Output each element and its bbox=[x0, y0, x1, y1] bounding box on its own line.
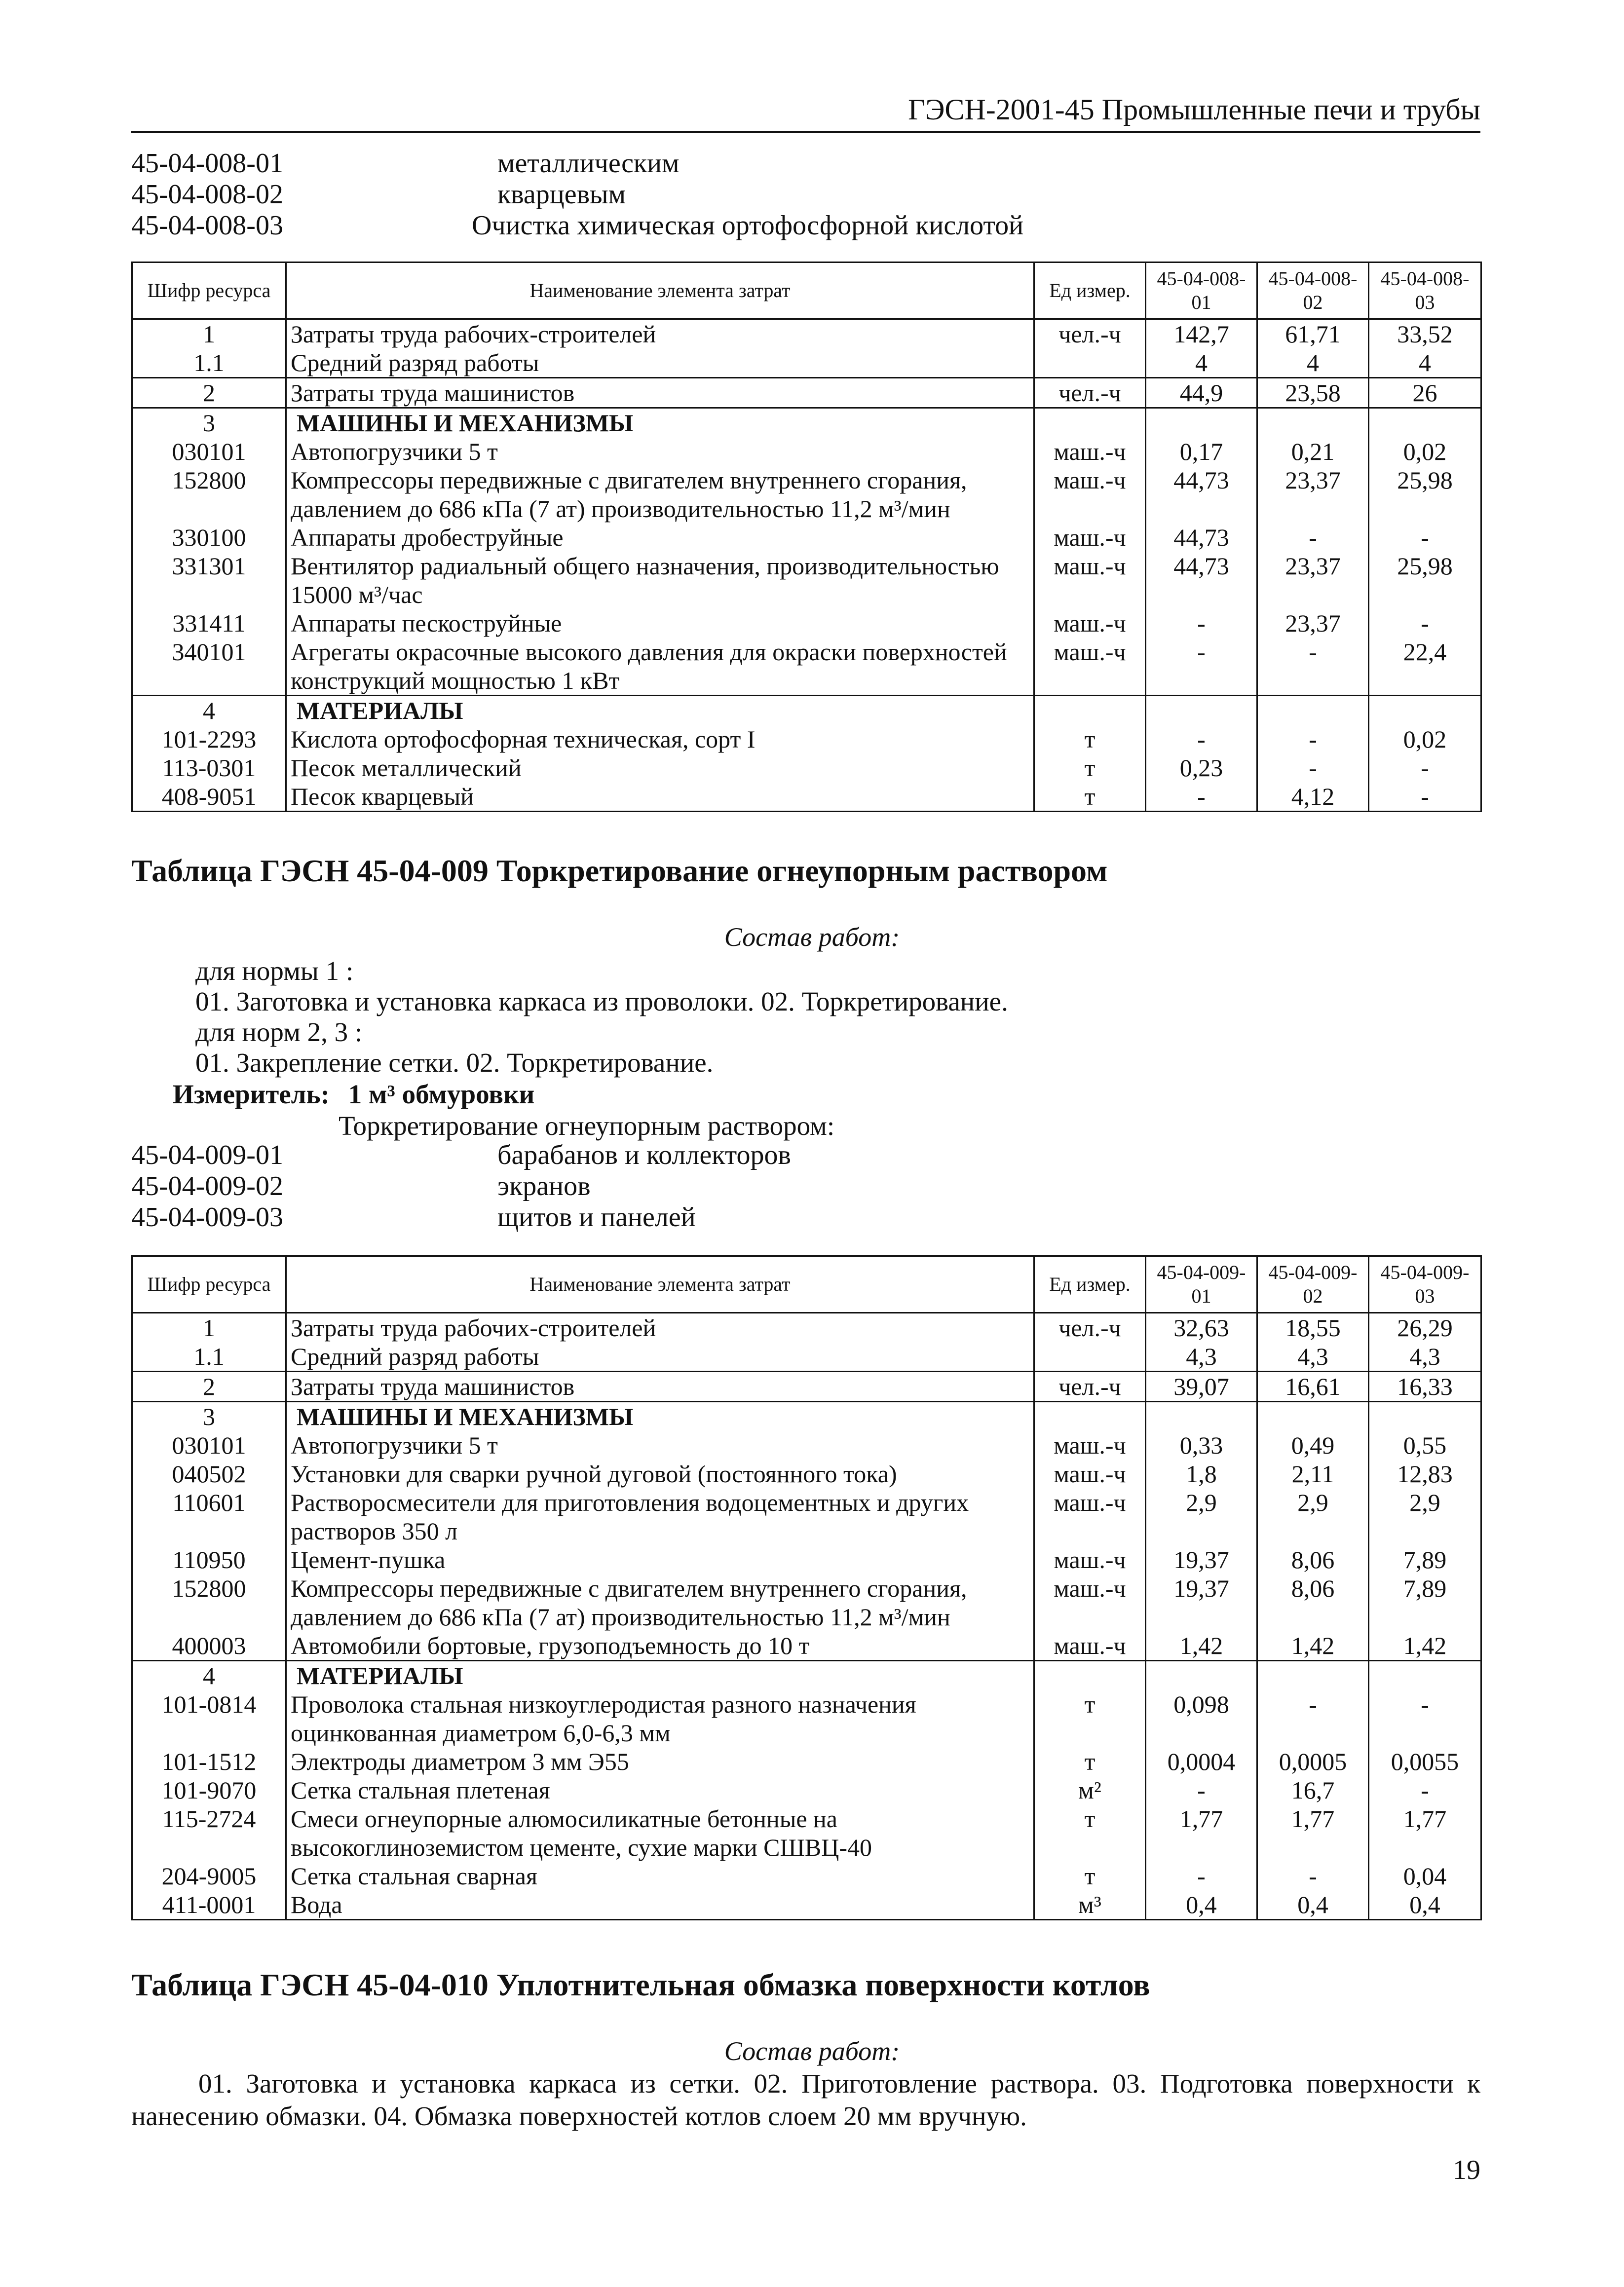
table-body bbox=[132, 1313, 1481, 1920]
resource-name-cell: Растворосмесители для приготовления водоцементных и других растворов 350 л bbox=[286, 1488, 1034, 1545]
table-row bbox=[132, 319, 1481, 349]
unit-cell: маш.-ч bbox=[1034, 1631, 1146, 1661]
norm-value-cell: 0,55 bbox=[1369, 1431, 1481, 1460]
unit-cell bbox=[1034, 1402, 1146, 1431]
norm-value-cell: 4,3 bbox=[1369, 1342, 1481, 1372]
table-row bbox=[132, 1488, 1481, 1545]
norm-value-cell: 1,77 bbox=[1369, 1804, 1481, 1862]
norm-value-cell: 2,11 bbox=[1257, 1460, 1369, 1488]
norm-value-cell: 18,55 bbox=[1257, 1313, 1369, 1343]
column-header-code: Шифр ресурса bbox=[132, 262, 286, 319]
norm-value-cell: - bbox=[1369, 782, 1481, 812]
table-row bbox=[132, 1574, 1481, 1631]
norm-value-cell: 0,0055 bbox=[1369, 1747, 1481, 1776]
resource-table-008 bbox=[131, 262, 1482, 812]
resource-code-cell: 030101 bbox=[132, 437, 286, 466]
norm-value-cell bbox=[1369, 1661, 1481, 1690]
running-header bbox=[131, 84, 1480, 133]
resource-name-cell: Вода bbox=[286, 1890, 1034, 1920]
table-row bbox=[132, 753, 1481, 782]
norm-value-cell: 33,52 bbox=[1369, 319, 1481, 349]
norm-value-cell bbox=[1257, 408, 1369, 438]
norm-code: 45-04-008-03 bbox=[131, 210, 283, 241]
resource-code-cell: 101-9070 bbox=[132, 1776, 286, 1804]
resource-code-cell: 030101 bbox=[132, 1431, 286, 1460]
norm-value-cell: 2,9 bbox=[1369, 1488, 1481, 1545]
resource-name-cell: Электроды диаметром 3 мм Э55 bbox=[286, 1747, 1034, 1776]
norm-value-cell: 23,37 bbox=[1257, 609, 1369, 637]
norm-value-cell: - bbox=[1146, 1862, 1257, 1890]
norm-value-cell: 25,98 bbox=[1369, 466, 1481, 523]
norm-value-cell: 2,9 bbox=[1257, 1488, 1369, 1545]
unit-cell: маш.-ч bbox=[1034, 609, 1146, 637]
norm-value-cell: 16,33 bbox=[1369, 1372, 1481, 1402]
resource-name-cell: Затраты труда рабочих-строителей bbox=[286, 1313, 1034, 1343]
column-header-name: Наименование элемента затрат bbox=[286, 262, 1034, 319]
norm-value-cell: 16,61 bbox=[1257, 1372, 1369, 1402]
measure-line bbox=[173, 1079, 534, 1110]
resource-name-cell: Агрегаты окрасочные высокого давления для окраски поверхностей конструкций мощностью 1 кВт bbox=[286, 637, 1034, 696]
resource-code-cell: 1 bbox=[132, 1313, 286, 1343]
norm-value-cell: 4,3 bbox=[1257, 1342, 1369, 1372]
unit-cell: м³ bbox=[1034, 1890, 1146, 1920]
norm-code-list-009 bbox=[131, 1140, 791, 1233]
norm-code: 45-04-009-02 bbox=[131, 1171, 283, 1201]
measure-value: 1 м³ обмуровки bbox=[348, 1079, 535, 1109]
unit-cell: маш.-ч bbox=[1034, 1545, 1146, 1574]
resource-code-cell: 110950 bbox=[132, 1545, 286, 1574]
norm-value-cell: 44,73 bbox=[1146, 552, 1257, 609]
table-row bbox=[132, 1631, 1481, 1661]
resource-code-cell: 1.1 bbox=[132, 348, 286, 378]
norm-value-cell bbox=[1257, 1661, 1369, 1690]
norm-value-cell: 1,77 bbox=[1146, 1804, 1257, 1862]
resource-name-cell: Вентилятор радиальный общего назначения, производительностью 15000 м³/час bbox=[286, 552, 1034, 609]
table-row bbox=[132, 1862, 1481, 1890]
norm-value-cell: 23,58 bbox=[1257, 378, 1369, 408]
norm-value-cell: 8,06 bbox=[1257, 1545, 1369, 1574]
table-row bbox=[132, 1372, 1481, 1402]
norm-value-cell: 0,0005 bbox=[1257, 1747, 1369, 1776]
norm-value-cell: 25,98 bbox=[1369, 552, 1481, 609]
norm-caption: металлическим bbox=[497, 148, 680, 179]
resource-code-cell: 331301 bbox=[132, 552, 286, 609]
section-heading-cell: МАТЕРИАЛЫ bbox=[286, 1661, 1034, 1690]
resource-name-cell: Смеси огнеупорные алюмосиликатные бетонные на высокоглиноземистом цементе, сухие марки СШВЦ-40 bbox=[286, 1804, 1034, 1862]
resource-name-cell: Компрессоры передвижные с двигателем внутреннего сгорания, давлением до 686 кПа (7 ат) производительностью 11,2 м³/мин bbox=[286, 466, 1034, 523]
resource-code-cell: 204-9005 bbox=[132, 1862, 286, 1890]
table-row bbox=[132, 466, 1481, 523]
section-heading-cell: МАШИНЫ И МЕХАНИЗМЫ bbox=[286, 1402, 1034, 1431]
norm-value-cell: 7,89 bbox=[1369, 1545, 1481, 1574]
norm-code: 45-04-009-01 bbox=[131, 1140, 283, 1170]
resource-name-cell: Затраты труда машинистов bbox=[286, 378, 1034, 408]
norm-value-cell: - bbox=[1369, 753, 1481, 782]
resource-code-cell: 3 bbox=[132, 1402, 286, 1431]
table-row bbox=[132, 552, 1481, 609]
norm-value-cell: 1,42 bbox=[1257, 1631, 1369, 1661]
page-number: 19 bbox=[1453, 2155, 1480, 2185]
norm-value-cell: 0,33 bbox=[1146, 1431, 1257, 1460]
norm-value-cell: 1,42 bbox=[1146, 1631, 1257, 1661]
resource-code-cell: 152800 bbox=[132, 466, 286, 523]
norm-value-cell: - bbox=[1257, 753, 1369, 782]
norm-value-cell: 2,9 bbox=[1146, 1488, 1257, 1545]
work-line: для нормы 1 : bbox=[195, 956, 354, 986]
norm-value-cell: 4 bbox=[1146, 348, 1257, 378]
resource-name-cell: Компрессоры передвижные с двигателем внутреннего сгорания, давлением до 686 кПа (7 ат) производительностью 11,2 м³/мин bbox=[286, 1574, 1034, 1631]
resource-code-cell: 1.1 bbox=[132, 1342, 286, 1372]
unit-cell: чел.-ч bbox=[1034, 378, 1146, 408]
unit-cell bbox=[1034, 1342, 1146, 1372]
unit-cell: маш.-ч bbox=[1034, 1460, 1146, 1488]
norm-value-cell: 26,29 bbox=[1369, 1313, 1481, 1343]
resource-code-cell: 411-0001 bbox=[132, 1890, 286, 1920]
unit-cell: маш.-ч bbox=[1034, 637, 1146, 696]
resource-code-cell: 400003 bbox=[132, 1631, 286, 1661]
norm-code-row bbox=[131, 1171, 791, 1202]
resource-name-cell: Аппараты дробеструйные bbox=[286, 523, 1034, 552]
resource-code-cell: 152800 bbox=[132, 1574, 286, 1631]
norm-value-cell: 44,73 bbox=[1146, 466, 1257, 523]
table-row bbox=[132, 1747, 1481, 1776]
norm-caption: барабанов и коллекторов bbox=[497, 1140, 791, 1170]
norm-value-cell: - bbox=[1369, 609, 1481, 637]
norm-value-cell: 19,37 bbox=[1146, 1545, 1257, 1574]
norm-value-cell: 0,02 bbox=[1369, 437, 1481, 466]
norm-value-cell: 44,73 bbox=[1146, 523, 1257, 552]
resource-code-cell: 110601 bbox=[132, 1488, 286, 1545]
norm-value-cell: 0,17 bbox=[1146, 437, 1257, 466]
table-section-row bbox=[132, 1402, 1481, 1431]
norm-value-cell: - bbox=[1146, 609, 1257, 637]
resource-name-cell: Затраты труда рабочих-строителей bbox=[286, 319, 1034, 349]
table-row bbox=[132, 378, 1481, 408]
measure-label: Измеритель: bbox=[173, 1079, 330, 1109]
norm-value-cell: 1,8 bbox=[1146, 1460, 1257, 1488]
table-section-row bbox=[132, 696, 1481, 725]
norm-value-cell: 1,77 bbox=[1257, 1804, 1369, 1862]
resource-name-cell: Средний разряд работы bbox=[286, 1342, 1034, 1372]
norm-value-cell: 12,83 bbox=[1369, 1460, 1481, 1488]
norm-value-cell: 26 bbox=[1369, 378, 1481, 408]
unit-cell: маш.-ч bbox=[1034, 1488, 1146, 1545]
resource-name-cell: Сетка стальная сварная bbox=[286, 1862, 1034, 1890]
work-line: 01. Закрепление сетки. 02. Торкретирование. bbox=[195, 1048, 714, 1078]
norm-value-cell: 4,12 bbox=[1257, 782, 1369, 812]
norm-value-cell: 142,7 bbox=[1146, 319, 1257, 349]
table-row bbox=[132, 1804, 1481, 1862]
norm-value-cell: - bbox=[1369, 523, 1481, 552]
norm-value-cell: - bbox=[1146, 725, 1257, 753]
norm-value-cell: - bbox=[1257, 523, 1369, 552]
resource-code-cell: 408-9051 bbox=[132, 782, 286, 812]
norm-value-cell: - bbox=[1257, 725, 1369, 753]
norm-value-cell: 0,4 bbox=[1146, 1890, 1257, 1920]
norm-value-cell bbox=[1369, 408, 1481, 438]
resource-code-cell: 331411 bbox=[132, 609, 286, 637]
column-header-norm: 45-04-008-03 bbox=[1369, 262, 1481, 319]
norm-value-cell: - bbox=[1146, 782, 1257, 812]
norm-value-cell: - bbox=[1257, 1862, 1369, 1890]
work-composition-heading: Состав работ: bbox=[724, 922, 900, 952]
resource-code-cell: 101-2293 bbox=[132, 725, 286, 753]
norm-value-cell: 44,9 bbox=[1146, 378, 1257, 408]
unit-cell bbox=[1034, 1661, 1146, 1690]
norm-caption: Очистка химическая ортофосфорной кислотой bbox=[472, 210, 1024, 241]
norm-value-cell: 7,89 bbox=[1369, 1574, 1481, 1631]
unit-cell: чел.-ч bbox=[1034, 1313, 1146, 1343]
norm-code-row bbox=[131, 1140, 791, 1171]
norm-code-row bbox=[131, 1202, 791, 1233]
work-line: 01. Заготовка и установка каркаса из проволоки. 02. Торкретирование. bbox=[195, 986, 1008, 1016]
norm-value-cell: - bbox=[1146, 1776, 1257, 1804]
norm-code: 45-04-008-02 bbox=[131, 179, 283, 210]
norm-value-cell: 0,23 bbox=[1146, 753, 1257, 782]
table-title-010: Таблица ГЭСН 45-04-010 Уплотнительная обмазка поверхности котлов bbox=[131, 1967, 1150, 2002]
column-header-name: Наименование элемента затрат bbox=[286, 1256, 1034, 1313]
norm-caption: экранов bbox=[497, 1171, 591, 1201]
resource-code-cell: 040502 bbox=[132, 1460, 286, 1488]
unit-cell: т bbox=[1034, 1804, 1146, 1862]
resource-name-cell: Затраты труда машинистов bbox=[286, 1372, 1034, 1402]
norm-value-cell: 0,49 bbox=[1257, 1431, 1369, 1460]
table-row bbox=[132, 1460, 1481, 1488]
resource-name-cell: Кислота ортофосфорная техническая, сорт I bbox=[286, 725, 1034, 753]
resource-code-cell: 1 bbox=[132, 319, 286, 349]
resource-name-cell: Цемент-пушка bbox=[286, 1545, 1034, 1574]
unit-cell: маш.-ч bbox=[1034, 523, 1146, 552]
resource-code-cell: 101-0814 bbox=[132, 1690, 286, 1747]
resource-name-cell: Аппараты пескоструйные bbox=[286, 609, 1034, 637]
resource-name-cell: Автопогрузчики 5 т bbox=[286, 437, 1034, 466]
norm-value-cell: - bbox=[1146, 637, 1257, 696]
norm-code-row bbox=[131, 179, 1023, 210]
norm-value-cell: 16,7 bbox=[1257, 1776, 1369, 1804]
unit-cell: чел.-ч bbox=[1034, 1372, 1146, 1402]
norm-value-cell bbox=[1369, 696, 1481, 725]
column-header-norm: 45-04-009-01 bbox=[1146, 1256, 1257, 1313]
table-row bbox=[132, 782, 1481, 812]
norm-value-cell: 4 bbox=[1257, 348, 1369, 378]
resource-code-cell: 113-0301 bbox=[132, 753, 286, 782]
unit-cell: т bbox=[1034, 753, 1146, 782]
norm-code-row bbox=[131, 210, 1023, 241]
section-heading-cell: МАТЕРИАЛЫ bbox=[286, 696, 1034, 725]
resource-code-cell: 4 bbox=[132, 696, 286, 725]
norm-value-cell bbox=[1146, 696, 1257, 725]
resource-code-cell: 115-2724 bbox=[132, 1804, 286, 1862]
unit-cell bbox=[1034, 696, 1146, 725]
work-composition-heading: Состав работ: bbox=[724, 2036, 900, 2066]
norm-value-cell: 0,4 bbox=[1369, 1890, 1481, 1920]
norm-value-cell: 0,02 bbox=[1369, 725, 1481, 753]
norm-code: 45-04-008-01 bbox=[131, 148, 283, 179]
unit-cell: маш.-ч bbox=[1034, 466, 1146, 523]
resource-table-009 bbox=[131, 1255, 1482, 1920]
table-title-009: Таблица ГЭСН 45-04-009 Торкретирование огнеупорным раствором bbox=[131, 853, 1108, 888]
resource-code-cell: 2 bbox=[132, 1372, 286, 1402]
norm-value-cell bbox=[1257, 1402, 1369, 1431]
norm-value-cell bbox=[1369, 1402, 1481, 1431]
unit-cell bbox=[1034, 348, 1146, 378]
table-row bbox=[132, 1890, 1481, 1920]
table-row bbox=[132, 1431, 1481, 1460]
norm-value-cell: 61,71 bbox=[1257, 319, 1369, 349]
norm-value-cell: 0,4 bbox=[1257, 1890, 1369, 1920]
norm-value-cell: 0,0004 bbox=[1146, 1747, 1257, 1776]
norm-value-cell bbox=[1146, 1402, 1257, 1431]
norm-code-list-008 bbox=[131, 148, 1023, 241]
resource-code-cell: 330100 bbox=[132, 523, 286, 552]
norm-value-cell bbox=[1257, 696, 1369, 725]
column-header-norm: 45-04-009-02 bbox=[1257, 1256, 1369, 1313]
table-row bbox=[132, 609, 1481, 637]
unit-cell: т bbox=[1034, 1747, 1146, 1776]
resource-code-cell: 2 bbox=[132, 378, 286, 408]
column-header-unit: Ед измер. bbox=[1034, 262, 1146, 319]
resource-code-cell: 3 bbox=[132, 408, 286, 438]
column-header-norm: 45-04-008-01 bbox=[1146, 262, 1257, 319]
table-row bbox=[132, 523, 1481, 552]
norm-code: 45-04-009-03 bbox=[131, 1202, 283, 1233]
norm-value-cell bbox=[1146, 408, 1257, 438]
norm-value-cell: 4,3 bbox=[1146, 1342, 1257, 1372]
resource-code-cell: 4 bbox=[132, 1661, 286, 1690]
table-header-row bbox=[132, 1256, 1481, 1313]
norm-value-cell bbox=[1146, 1661, 1257, 1690]
resource-name-cell: Средний разряд работы bbox=[286, 348, 1034, 378]
column-header-unit: Ед измер. bbox=[1034, 1256, 1146, 1313]
work-composition-text: 01. Заготовка и установка каркаса из сетки. 02. Приготовление раствора. 03. Подготовка поверхности к нанесению обмазки. 04. Обмазка поверхностей котлов слоем 20 мм вручную. bbox=[131, 2068, 1480, 2131]
norm-value-cell: 23,37 bbox=[1257, 552, 1369, 609]
norm-value-cell: 0,04 bbox=[1369, 1862, 1481, 1890]
unit-cell: маш.-ч bbox=[1034, 1574, 1146, 1631]
table-body bbox=[132, 319, 1481, 812]
norm-value-cell: 22,4 bbox=[1369, 637, 1481, 696]
resource-name-cell: Автопогрузчики 5 т bbox=[286, 1431, 1034, 1460]
table-row bbox=[132, 1313, 1481, 1343]
resource-name-cell: Проволока стальная низкоуглеродистая разного назначения оцинкованная диаметром 6,0-6,3 мм bbox=[286, 1690, 1034, 1747]
resource-name-cell: Установки для сварки ручной дуговой (постоянного тока) bbox=[286, 1460, 1034, 1488]
norm-code-row bbox=[131, 148, 1023, 179]
resource-code-cell: 340101 bbox=[132, 637, 286, 696]
table-row bbox=[132, 1690, 1481, 1747]
table-row bbox=[132, 1776, 1481, 1804]
table-row bbox=[132, 348, 1481, 378]
norm-value-cell: 32,63 bbox=[1146, 1313, 1257, 1343]
norm-value-cell: 19,37 bbox=[1146, 1574, 1257, 1631]
norm-value-cell: - bbox=[1369, 1690, 1481, 1747]
resource-name-cell: Автомобили бортовые, грузоподъемность до 10 т bbox=[286, 1631, 1034, 1661]
section-heading-cell: МАШИНЫ И МЕХАНИЗМЫ bbox=[286, 408, 1034, 438]
table-row bbox=[132, 725, 1481, 753]
norm-value-cell: - bbox=[1257, 637, 1369, 696]
table-header-row bbox=[132, 262, 1481, 319]
norm-value-cell: 0,098 bbox=[1146, 1690, 1257, 1747]
norm-value-cell: 39,07 bbox=[1146, 1372, 1257, 1402]
norm-value-cell: 1,42 bbox=[1369, 1631, 1481, 1661]
norm-value-cell: 8,06 bbox=[1257, 1574, 1369, 1631]
column-header-norm: 45-04-009-03 bbox=[1369, 1256, 1481, 1313]
unit-cell: т bbox=[1034, 1862, 1146, 1890]
norm-value-cell: 23,37 bbox=[1257, 466, 1369, 523]
norm-value-cell: - bbox=[1257, 1690, 1369, 1747]
header-title: ГЭСН-2001-45 Промышленные печи и трубы bbox=[908, 93, 1480, 126]
norm-value-cell: 0,21 bbox=[1257, 437, 1369, 466]
norm-caption: щитов и панелей bbox=[497, 1202, 696, 1233]
unit-cell: маш.-ч bbox=[1034, 552, 1146, 609]
group-caption: Торкретирование огнеупорным раствором: bbox=[339, 1111, 835, 1141]
resource-name-cell: Песок металлический bbox=[286, 753, 1034, 782]
table-row bbox=[132, 437, 1481, 466]
unit-cell: т bbox=[1034, 782, 1146, 812]
table-row bbox=[132, 1342, 1481, 1372]
unit-cell: маш.-ч bbox=[1034, 1431, 1146, 1460]
table-row bbox=[132, 637, 1481, 696]
table-row bbox=[132, 1545, 1481, 1574]
unit-cell: чел.-ч bbox=[1034, 319, 1146, 349]
table-section-row bbox=[132, 408, 1481, 438]
unit-cell: т bbox=[1034, 1690, 1146, 1747]
work-line: для норм 2, 3 : bbox=[195, 1017, 363, 1047]
unit-cell: маш.-ч bbox=[1034, 437, 1146, 466]
resource-name-cell: Песок кварцевый bbox=[286, 782, 1034, 812]
table-section-row bbox=[132, 1661, 1481, 1690]
norm-value-cell: 4 bbox=[1369, 348, 1481, 378]
norm-caption: кварцевым bbox=[497, 179, 626, 210]
unit-cell: м² bbox=[1034, 1776, 1146, 1804]
norm-value-cell: - bbox=[1369, 1776, 1481, 1804]
column-header-code: Шифр ресурса bbox=[132, 1256, 286, 1313]
unit-cell bbox=[1034, 408, 1146, 438]
unit-cell: т bbox=[1034, 725, 1146, 753]
resource-name-cell: Сетка стальная плетеная bbox=[286, 1776, 1034, 1804]
column-header-norm: 45-04-008-02 bbox=[1257, 262, 1369, 319]
resource-code-cell: 101-1512 bbox=[132, 1747, 286, 1776]
